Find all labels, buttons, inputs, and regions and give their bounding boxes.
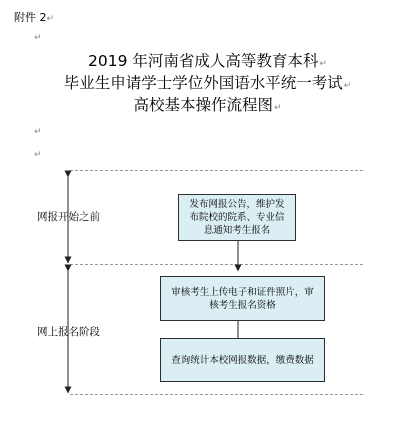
- paragraph-mark: ↵: [34, 127, 42, 137]
- flow-box-review-applicants-text: 审核考生上传电子和证件照片，审核考生报名资格: [171, 286, 314, 311]
- flow-box-query-statistics-text: 查询统计本校网报数据，缴费数据: [171, 354, 314, 366]
- title-line-3-text: 高校基本操作流程图: [133, 96, 273, 114]
- paragraph-mark: ↵: [319, 59, 327, 69]
- paragraph-mark: ↵: [273, 103, 282, 113]
- paragraph-mark: ↵: [46, 14, 55, 24]
- flow-box-publish-notice: [178, 194, 296, 241]
- title-line-1-text: 2019 年河南省成人高等教育本科: [88, 52, 319, 70]
- flow-box-publish-notice-text: 发布网报公告，维护发布院校的院系、专业信息通知考生报名: [189, 199, 285, 236]
- stage-label-pre-registration: 网报开始之前: [37, 211, 100, 223]
- paragraph-mark: ↵: [34, 33, 42, 43]
- flow-box-query-statistics: [160, 338, 325, 382]
- flow-box-review-applicants: [160, 276, 325, 321]
- stage-label-online-registration: 网上报名阶段: [37, 326, 100, 338]
- title-line-2-text: 毕业生申请学士学位外国语水平统一考试: [63, 74, 343, 92]
- paragraph-mark: ↵: [343, 81, 352, 91]
- paragraph-mark: ↵: [34, 150, 42, 160]
- attachment-text: 附件 2: [14, 11, 47, 24]
